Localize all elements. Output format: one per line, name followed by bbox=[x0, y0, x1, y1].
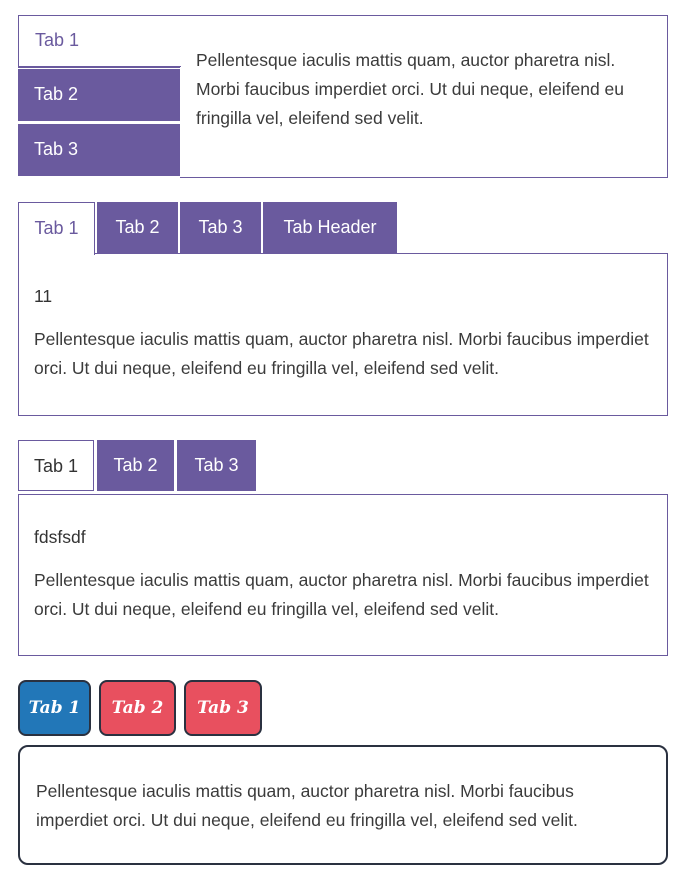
panel-text: Pellentesque iaculis mattis quam, auctor pharetra nisl. Morbi faucibus imperdiet orci. Ut dui neque, eleifend eu fringilla vel, eleifend sed velit. bbox=[36, 781, 578, 830]
vertical-tabs-panel bbox=[180, 15, 668, 178]
tabs-panel bbox=[18, 494, 668, 656]
tab-header[interactable]: Tab Header bbox=[263, 202, 397, 254]
tab-1[interactable]: Tab 1 bbox=[18, 680, 91, 736]
panel-text: Pellentesque iaculis mattis quam, auctor pharetra nisl. Morbi faucibus imperdiet orci. Ut dui neque, eleifend eu fringilla vel, eleifend sed velit. bbox=[196, 50, 625, 128]
panel-text: Pellentesque iaculis mattis quam, auctor pharetra nisl. Morbi faucibus imperdiet orci. Ut dui neque, eleifend eu fringilla vel, eleifend sed velit. bbox=[34, 329, 649, 378]
panel-heading: 11 bbox=[34, 286, 53, 306]
tab-1[interactable]: Tab 1 bbox=[18, 202, 95, 255]
vertical-tab-3[interactable]: Tab 3 bbox=[18, 124, 180, 176]
vertical-tab-1[interactable]: Tab 1 bbox=[18, 15, 181, 67]
vertical-tab-2[interactable]: Tab 2 bbox=[18, 69, 180, 121]
tabs-panel bbox=[18, 253, 668, 416]
tab-2[interactable]: Tab 2 bbox=[97, 202, 178, 254]
tab-3[interactable]: Tab 3 bbox=[180, 202, 261, 254]
panel-heading: fdsfsdf bbox=[34, 527, 86, 547]
tab-3[interactable]: Tab 3 bbox=[177, 440, 256, 491]
panel-text: Pellentesque iaculis mattis quam, auctor pharetra nisl. Morbi faucibus imperdiet orci. Ut dui neque, eleifend eu fringilla vel, eleifend sed velit. bbox=[34, 570, 649, 619]
tabs-panel bbox=[18, 745, 668, 865]
tab-2[interactable]: Tab 2 bbox=[97, 440, 174, 491]
tab-1[interactable]: Tab 1 bbox=[18, 440, 94, 491]
tab-2[interactable]: Tab 2 bbox=[99, 680, 176, 736]
tab-divider bbox=[18, 67, 180, 68]
tab-3[interactable]: Tab 3 bbox=[184, 680, 262, 736]
